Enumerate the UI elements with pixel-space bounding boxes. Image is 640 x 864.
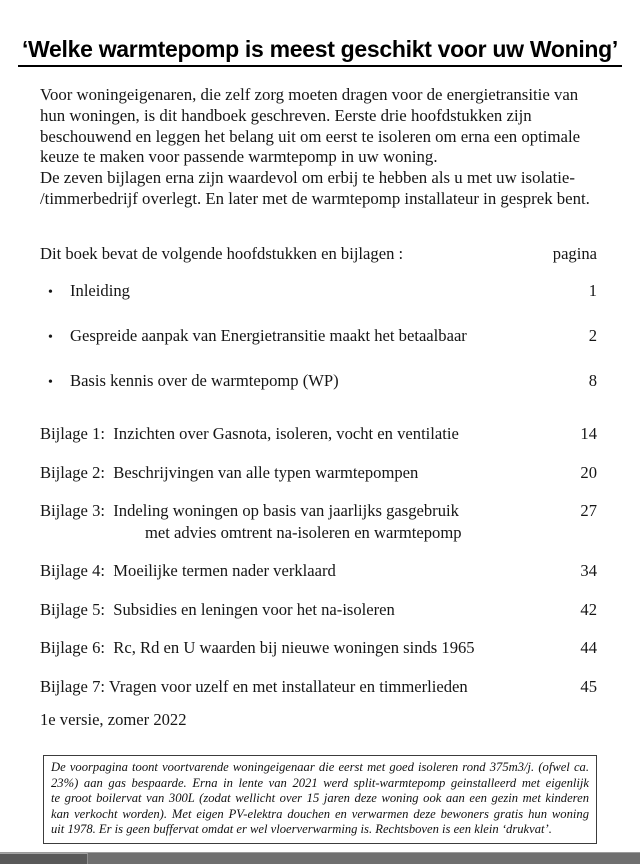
chapter-page-number: 2 — [588, 326, 597, 345]
horizontal-scrollbar-thumb[interactable] — [0, 853, 88, 864]
appendix-page-number: 42 — [580, 599, 597, 619]
footnote-line: kan verkocht worden). Met eigen PV-elektra douchen en verwarmen deze bewoners gratis hun woning — [51, 806, 589, 821]
appendix-item — [40, 560, 597, 582]
appendix-list — [40, 423, 597, 714]
appendix-page-number: 44 — [580, 638, 597, 657]
appendix-item — [40, 637, 597, 659]
chapter-item — [40, 370, 597, 393]
intro-line: keuze te maken voor passende warmtepomp in uw woning. — [40, 147, 438, 167]
appendix-label: Bijlage 6: Rc, Rd en U waarden bij nieuwe woningen sinds 1965 — [40, 638, 475, 657]
chapter-label: Inleiding — [70, 281, 130, 300]
bullet-icon: • — [48, 285, 53, 300]
appendix-label: Bijlage 4: Moeilijke termen nader verklaard — [40, 561, 336, 580]
footnote-line: De voorpagina toont voortvarende woningeigenaar die eerst met goed isoleren rond 375m3/j. (ofwel ca. — [51, 760, 589, 774]
appendix-label: Bijlage 5: Subsidies en leningen voor het na-isoleren — [40, 599, 395, 619]
intro-paragraph — [40, 85, 615, 210]
chapter-page-number: 1 — [588, 281, 597, 300]
appendix-page-number: 14 — [580, 424, 597, 443]
chapter-label: Basis kennis over de warmtepomp (WP) — [70, 371, 339, 390]
appendix-item — [40, 500, 597, 543]
intro-line: /timmerbedrijf overlegt. En later met de warmtepomp installateur in gesprek bent. — [40, 188, 590, 208]
appendix-item — [40, 423, 597, 445]
toc-heading: Dit boek bevat de volgende hoofdstukken en bijlagen : — [40, 244, 404, 263]
intro-line: hun woningen, is dit handboek geschreven. Eerste drie hoofdstukken zijn — [40, 105, 532, 125]
page-column-label: pagina — [552, 244, 597, 263]
appendix-label: Bijlage 2: Beschrijvingen van alle typen warmtepompen — [40, 462, 419, 482]
appendix-page-number: 27 — [580, 501, 597, 520]
appendix-page-number: 20 — [580, 462, 597, 482]
chapter-list — [40, 280, 597, 415]
appendix-label: Bijlage 3: Indeling woningen op basis van jaarlijks gasgebruik — [40, 501, 459, 520]
appendix-item — [40, 676, 597, 698]
intro-line: Voor woningeigenaren, die zelf zorg moeten dragen voor de energietransitie van — [40, 85, 579, 104]
bullet-icon: • — [48, 330, 53, 345]
footnote-line: 23%) aan gas bespaarde. Erna in lente van 2021 werd split-warmtepomp geinstalleerd met eigenlijk — [51, 775, 589, 790]
appendix-page-number: 45 — [580, 676, 597, 696]
appendix-label: Bijlage 1: Inzichten over Gasnota, isoleren, vocht en ventilatie — [40, 424, 459, 443]
appendix-item — [40, 599, 597, 621]
footnote-line: te groot boilervat van 300L (zodat wellicht over 15 jaren deze woning ook aan een gezin met kinderen — [51, 791, 589, 806]
appendix-item — [40, 462, 597, 484]
chapter-page-number: 8 — [588, 371, 597, 390]
intro-line: beschouwend en leggen het belang uit om eerst te isoleren om erna een optimale — [40, 126, 581, 146]
footnote-line: uit 1978. Er is geen buffervat omdat er wel vloerverwarming is. Rechtsboven is een klein ‘drukvat’. — [51, 822, 552, 837]
footnote-box — [43, 755, 597, 844]
chapter-label: Gespreide aanpak van Energietransitie maakt het betaalbaar — [70, 326, 467, 345]
appendix-page-number: 34 — [580, 561, 597, 580]
appendix-sublabel: met advies omtrent na-isoleren en warmtepomp — [145, 522, 462, 542]
bullet-icon: • — [48, 375, 53, 390]
horizontal-scrollbar-track[interactable] — [0, 852, 640, 864]
page-title: ‘Welke warmtepomp is meest geschikt voor uw Woning’ — [18, 36, 622, 67]
chapter-item — [40, 280, 597, 303]
intro-line: De zeven bijlagen erna zijn waardevol om erbij te hebben als u met uw isolatie- — [40, 168, 575, 188]
title-row — [0, 36, 640, 67]
toc-heading-row — [40, 244, 597, 264]
appendix-label: Bijlage 7: Vragen voor uzelf en met installateur en timmerlieden — [40, 676, 468, 696]
chapter-item — [40, 325, 597, 348]
version-line: 1e versie, zomer 2022 — [40, 710, 187, 729]
